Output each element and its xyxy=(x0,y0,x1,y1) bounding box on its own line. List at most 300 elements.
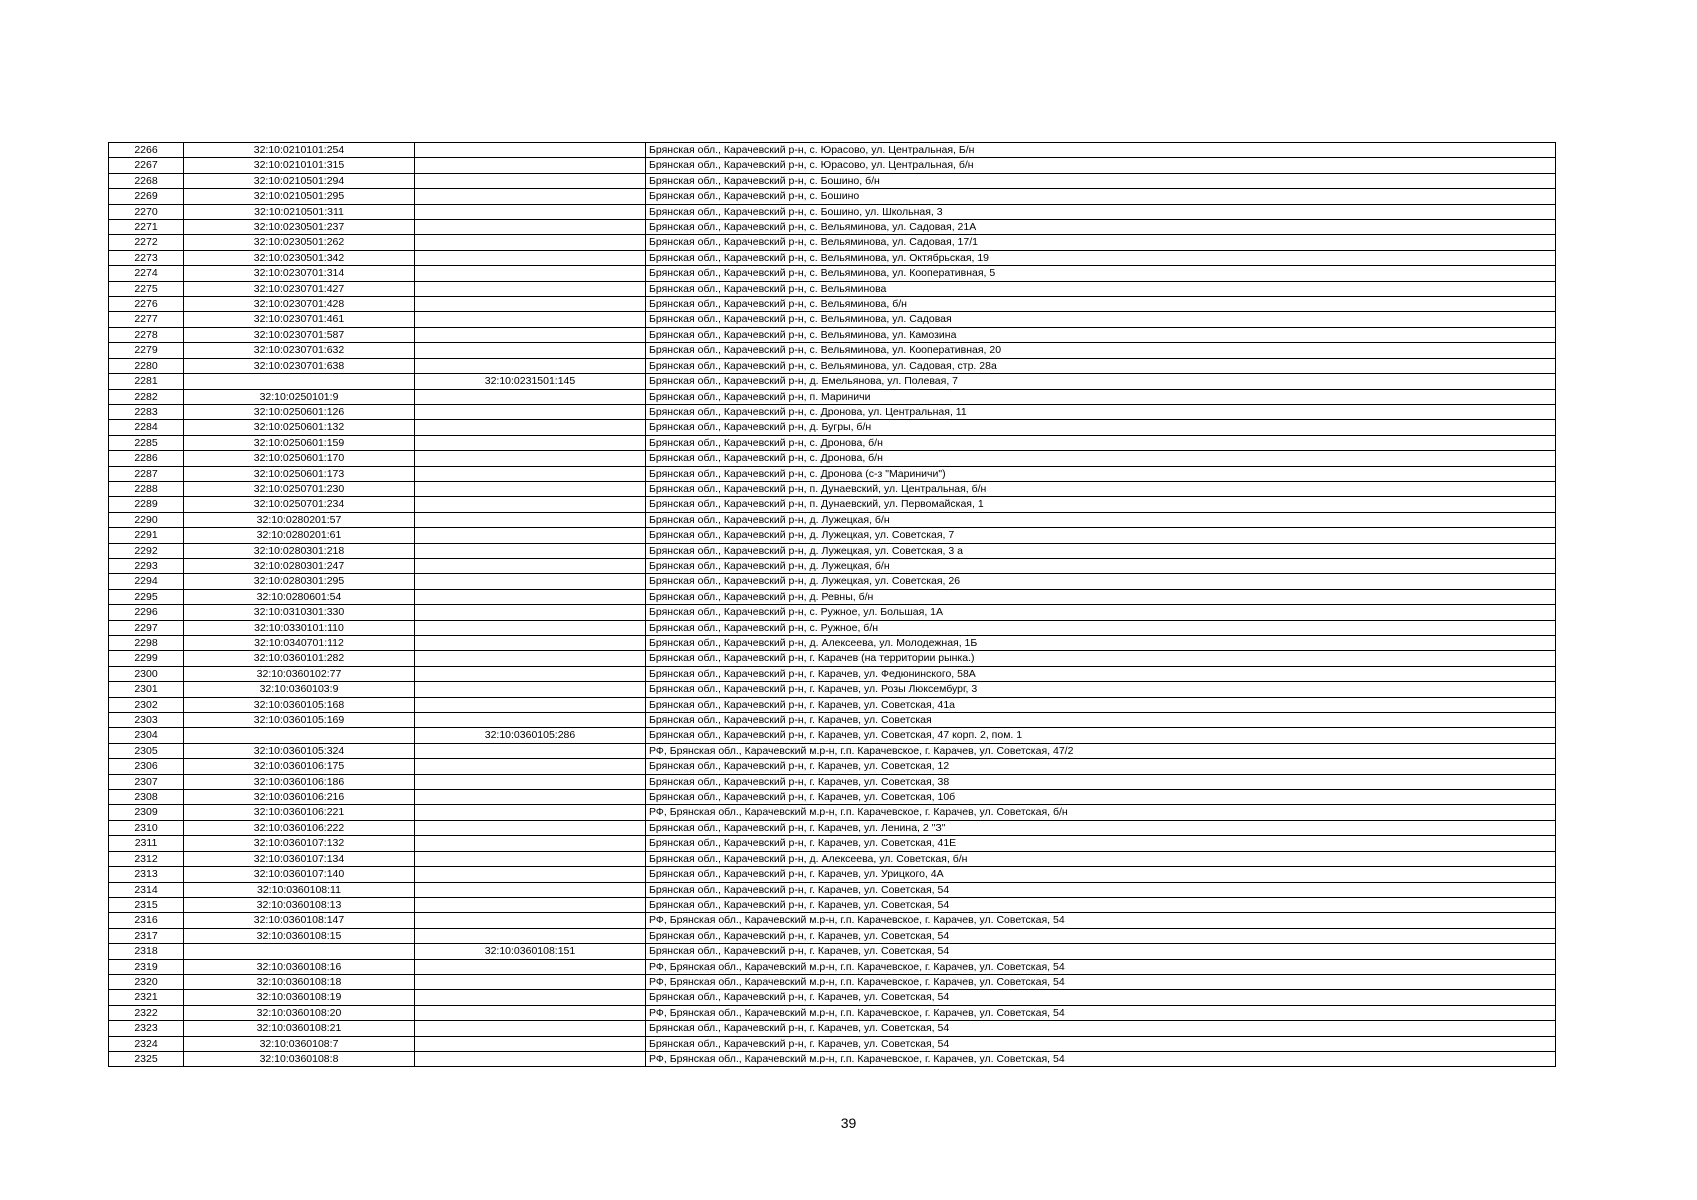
row-number-cell: 2316 xyxy=(109,913,184,928)
secondary-cadastral-number-cell xyxy=(415,990,646,1005)
address-cell: Брянская обл., Карачевский р-н, с. Вельяминова xyxy=(646,281,1556,296)
table-row xyxy=(109,974,1556,989)
cadastral-number-cell: 32:10:0210101:254 xyxy=(184,143,415,158)
table-row xyxy=(109,944,1556,959)
secondary-cadastral-number-cell xyxy=(415,774,646,789)
cadastral-number-cell: 32:10:0250601:173 xyxy=(184,466,415,481)
table-row xyxy=(109,713,1556,728)
address-cell: Брянская обл., Карачевский р-н, г. Карачев, ул. Советская, 54 xyxy=(646,990,1556,1005)
table-row xyxy=(109,374,1556,389)
row-number-cell: 2313 xyxy=(109,867,184,882)
secondary-cadastral-number-cell xyxy=(415,605,646,620)
page-number: 39 xyxy=(840,1115,857,1131)
row-number-cell: 2282 xyxy=(109,389,184,404)
table-row xyxy=(109,990,1556,1005)
cadastral-number-cell: 32:10:0360108:16 xyxy=(184,959,415,974)
secondary-cadastral-number-cell xyxy=(415,235,646,250)
address-cell: Брянская обл., Карачевский р-н, с. Ружное, ул. Большая, 1А xyxy=(646,605,1556,620)
table-body xyxy=(109,143,1556,1067)
row-number-cell: 2297 xyxy=(109,620,184,635)
secondary-cadastral-number-cell xyxy=(415,805,646,820)
secondary-cadastral-number-cell xyxy=(415,713,646,728)
cadastral-number-cell: 32:10:0360106:221 xyxy=(184,805,415,820)
cadastral-number-cell xyxy=(184,728,415,743)
cadastral-number-cell: 32:10:0360108:11 xyxy=(184,882,415,897)
row-number-cell: 2306 xyxy=(109,759,184,774)
secondary-cadastral-number-cell xyxy=(415,589,646,604)
property-table xyxy=(108,142,1556,1067)
secondary-cadastral-number-cell xyxy=(415,1005,646,1020)
cadastral-number-cell: 32:10:0360108:7 xyxy=(184,1036,415,1051)
secondary-cadastral-number-cell xyxy=(415,389,646,404)
secondary-cadastral-number-cell xyxy=(415,574,646,589)
table-row xyxy=(109,774,1556,789)
address-cell: Брянская обл., Карачевский р-н, д. Ревны, б/н xyxy=(646,589,1556,604)
secondary-cadastral-number-cell xyxy=(415,497,646,512)
row-number-cell: 2302 xyxy=(109,697,184,712)
cadastral-number-cell: 32:10:0280301:295 xyxy=(184,574,415,589)
secondary-cadastral-number-cell xyxy=(415,697,646,712)
secondary-cadastral-number-cell xyxy=(415,636,646,651)
secondary-cadastral-number-cell xyxy=(415,481,646,496)
address-cell: Брянская обл., Карачевский р-н, д. Лужецкая, ул. Советская, 7 xyxy=(646,528,1556,543)
table-row xyxy=(109,281,1556,296)
table-row xyxy=(109,666,1556,681)
address-cell: РФ, Брянская обл., Карачевский м.р-н, г.п. Карачевское, г. Карачев, ул. Советская, 54 xyxy=(646,913,1556,928)
secondary-cadastral-number-cell xyxy=(415,1036,646,1051)
address-cell: Брянская обл., Карачевский р-н, с. Дронова, ул. Центральная, 11 xyxy=(646,404,1556,419)
cadastral-number-cell: 32:10:0250701:234 xyxy=(184,497,415,512)
table-row xyxy=(109,420,1556,435)
secondary-cadastral-number-cell xyxy=(415,266,646,281)
secondary-cadastral-number-cell xyxy=(415,297,646,312)
address-cell: РФ, Брянская обл., Карачевский м.р-н, г.п. Карачевское, г. Карачев, ул. Советская, б/н xyxy=(646,805,1556,820)
table-row xyxy=(109,327,1556,342)
cadastral-number-cell: 32:10:0250701:230 xyxy=(184,481,415,496)
cadastral-number-cell: 32:10:0340701:112 xyxy=(184,636,415,651)
secondary-cadastral-number-cell xyxy=(415,959,646,974)
row-number-cell: 2290 xyxy=(109,512,184,527)
cadastral-number-cell: 32:10:0280201:61 xyxy=(184,528,415,543)
address-cell: Брянская обл., Карачевский р-н, д. Бугры, б/н xyxy=(646,420,1556,435)
address-cell: Брянская обл., Карачевский р-н, г. Карачев, ул. Советская, 54 xyxy=(646,928,1556,943)
secondary-cadastral-number-cell xyxy=(415,173,646,188)
table-row xyxy=(109,836,1556,851)
row-number-cell: 2268 xyxy=(109,173,184,188)
address-cell: Брянская обл., Карачевский р-н, д. Алексеева, ул. Советская, б/н xyxy=(646,851,1556,866)
cadastral-number-cell: 32:10:0230701:428 xyxy=(184,297,415,312)
cadastral-number-cell: 32:10:0360108:8 xyxy=(184,1051,415,1066)
address-cell: Брянская обл., Карачевский р-н, г. Карачев, ул. Советская xyxy=(646,713,1556,728)
table-row xyxy=(109,343,1556,358)
secondary-cadastral-number-cell xyxy=(415,759,646,774)
cadastral-number-cell: 32:10:0360106:216 xyxy=(184,790,415,805)
cadastral-number-cell: 32:10:0360108:21 xyxy=(184,1021,415,1036)
row-number-cell: 2317 xyxy=(109,928,184,943)
row-number-cell: 2312 xyxy=(109,851,184,866)
secondary-cadastral-number-cell xyxy=(415,343,646,358)
cadastral-number-cell: 32:10:0280301:218 xyxy=(184,543,415,558)
table-row xyxy=(109,204,1556,219)
cadastral-number-cell: 32:10:0250601:170 xyxy=(184,451,415,466)
table-row xyxy=(109,404,1556,419)
cadastral-number-cell xyxy=(184,944,415,959)
cadastral-number-cell: 32:10:0280601:54 xyxy=(184,589,415,604)
cadastral-number-cell: 32:10:0360103:9 xyxy=(184,682,415,697)
secondary-cadastral-number-cell xyxy=(415,682,646,697)
row-number-cell: 2283 xyxy=(109,404,184,419)
table-row xyxy=(109,728,1556,743)
address-cell: РФ, Брянская обл., Карачевский м.р-н, г.п. Карачевское, г. Карачев, ул. Советская, 54 xyxy=(646,1051,1556,1066)
secondary-cadastral-number-cell xyxy=(415,913,646,928)
table-row xyxy=(109,250,1556,265)
cadastral-number-cell: 32:10:0250601:132 xyxy=(184,420,415,435)
secondary-cadastral-number-cell xyxy=(415,435,646,450)
address-cell: Брянская обл., Карачевский р-н, с. Вельяминова, ул. Садовая, 17/1 xyxy=(646,235,1556,250)
table-row xyxy=(109,235,1556,250)
table-row xyxy=(109,959,1556,974)
table-row xyxy=(109,1021,1556,1036)
address-cell: Брянская обл., Карачевский р-н, г. Карачев, ул. Советская, 41Е xyxy=(646,836,1556,851)
address-cell: Брянская обл., Карачевский р-н, д. Лужецкая, ул. Советская, 26 xyxy=(646,574,1556,589)
row-number-cell: 2279 xyxy=(109,343,184,358)
secondary-cadastral-number-cell xyxy=(415,358,646,373)
address-cell: Брянская обл., Карачевский р-н, с. Дронова (с-з "Мариничи") xyxy=(646,466,1556,481)
address-cell: Брянская обл., Карачевский р-н, д. Лужецкая, б/н xyxy=(646,558,1556,573)
secondary-cadastral-number-cell xyxy=(415,512,646,527)
secondary-cadastral-number-cell xyxy=(415,143,646,158)
cadastral-number-cell: 32:10:0210501:311 xyxy=(184,204,415,219)
secondary-cadastral-number-cell xyxy=(415,867,646,882)
table-row xyxy=(109,543,1556,558)
row-number-cell: 2311 xyxy=(109,836,184,851)
secondary-cadastral-number-cell xyxy=(415,928,646,943)
address-cell: Брянская обл., Карачевский р-н, г. Карачев, ул. Розы Люксембург, 3 xyxy=(646,682,1556,697)
address-cell: Брянская обл., Карачевский р-н, с. Вельяминова, ул. Кооперативная, 20 xyxy=(646,343,1556,358)
address-cell: Брянская обл., Карачевский р-н, с. Вельяминова, ул. Садовая xyxy=(646,312,1556,327)
address-cell: Брянская обл., Карачевский р-н, с. Дронова, б/н xyxy=(646,435,1556,450)
table-row xyxy=(109,820,1556,835)
row-number-cell: 2323 xyxy=(109,1021,184,1036)
cadastral-number-cell: 32:10:0360107:134 xyxy=(184,851,415,866)
table-row xyxy=(109,867,1556,882)
cadastral-number-cell: 32:10:0360105:168 xyxy=(184,697,415,712)
table-row xyxy=(109,574,1556,589)
secondary-cadastral-number-cell xyxy=(415,189,646,204)
address-cell: Брянская обл., Карачевский р-н, с. Ружное, б/н xyxy=(646,620,1556,635)
secondary-cadastral-number-cell xyxy=(415,897,646,912)
table-row xyxy=(109,790,1556,805)
row-number-cell: 2271 xyxy=(109,220,184,235)
table-row xyxy=(109,297,1556,312)
address-cell: Брянская обл., Карачевский р-н, с. Вельяминова, ул. Садовая, 21А xyxy=(646,220,1556,235)
address-cell: РФ, Брянская обл., Карачевский м.р-н, г.п. Карачевское, г. Карачев, ул. Советская, 54 xyxy=(646,974,1556,989)
table-row xyxy=(109,589,1556,604)
address-cell: Брянская обл., Карачевский р-н, г. Карачев, ул. Федюнинского, 58А xyxy=(646,666,1556,681)
secondary-cadastral-number-cell xyxy=(415,420,646,435)
secondary-cadastral-number-cell xyxy=(415,836,646,851)
row-number-cell: 2314 xyxy=(109,882,184,897)
cadastral-number-cell: 32:10:0250101:9 xyxy=(184,389,415,404)
table-row xyxy=(109,651,1556,666)
address-cell: Брянская обл., Карачевский р-н, д. Лужецкая, ул. Советская, 3 а xyxy=(646,543,1556,558)
table-row xyxy=(109,620,1556,635)
row-number-cell: 2308 xyxy=(109,790,184,805)
row-number-cell: 2299 xyxy=(109,651,184,666)
row-number-cell: 2295 xyxy=(109,589,184,604)
address-cell: Брянская обл., Карачевский р-н, д. Лужецкая, б/н xyxy=(646,512,1556,527)
row-number-cell: 2325 xyxy=(109,1051,184,1066)
secondary-cadastral-number-cell xyxy=(415,666,646,681)
row-number-cell: 2275 xyxy=(109,281,184,296)
cadastral-number-cell: 32:10:0230701:427 xyxy=(184,281,415,296)
cadastral-number-cell: 32:10:0230701:587 xyxy=(184,327,415,342)
address-cell: Брянская обл., Карачевский р-н, г. Карачев, ул. Ленина, 2 "З" xyxy=(646,820,1556,835)
table-row xyxy=(109,1005,1556,1020)
secondary-cadastral-number-cell xyxy=(415,312,646,327)
row-number-cell: 2293 xyxy=(109,558,184,573)
table-row xyxy=(109,1036,1556,1051)
cadastral-number-cell: 32:10:0360108:147 xyxy=(184,913,415,928)
table-row xyxy=(109,1051,1556,1066)
address-cell: Брянская обл., Карачевский р-н, г. Карачев, ул. Советская, 38 xyxy=(646,774,1556,789)
secondary-cadastral-number-cell xyxy=(415,558,646,573)
secondary-cadastral-number-cell xyxy=(415,250,646,265)
row-number-cell: 2305 xyxy=(109,743,184,758)
cadastral-number-cell: 32:10:0330101:110 xyxy=(184,620,415,635)
address-cell: Брянская обл., Карачевский р-н, с. Вельяминова, ул. Кооперативная, 5 xyxy=(646,266,1556,281)
address-cell: Брянская обл., Карачевский р-н, г. Карачев, ул. Советская, 54 xyxy=(646,1021,1556,1036)
secondary-cadastral-number-cell xyxy=(415,327,646,342)
cadastral-number-cell: 32:10:0360101:282 xyxy=(184,651,415,666)
address-cell: РФ, Брянская обл., Карачевский м.р-н, г.п. Карачевское, г. Карачев, ул. Советская, 54 xyxy=(646,959,1556,974)
secondary-cadastral-number-cell xyxy=(415,882,646,897)
cadastral-number-cell: 32:10:0230501:237 xyxy=(184,220,415,235)
row-number-cell: 2266 xyxy=(109,143,184,158)
row-number-cell: 2272 xyxy=(109,235,184,250)
secondary-cadastral-number-cell xyxy=(415,281,646,296)
table-row xyxy=(109,805,1556,820)
row-number-cell: 2320 xyxy=(109,974,184,989)
secondary-cadastral-number-cell: 32:10:0360108:151 xyxy=(415,944,646,959)
table-row xyxy=(109,759,1556,774)
secondary-cadastral-number-cell xyxy=(415,158,646,173)
row-number-cell: 2277 xyxy=(109,312,184,327)
address-cell: Брянская обл., Карачевский р-н, г. Карачев, ул. Советская, 12 xyxy=(646,759,1556,774)
row-number-cell: 2278 xyxy=(109,327,184,342)
row-number-cell: 2291 xyxy=(109,528,184,543)
row-number-cell: 2267 xyxy=(109,158,184,173)
address-cell: Брянская обл., Карачевский р-н, г. Карачев, ул. Советская, 10б xyxy=(646,790,1556,805)
row-number-cell: 2322 xyxy=(109,1005,184,1020)
secondary-cadastral-number-cell xyxy=(415,528,646,543)
row-number-cell: 2280 xyxy=(109,358,184,373)
table-row xyxy=(109,558,1556,573)
secondary-cadastral-number-cell xyxy=(415,466,646,481)
secondary-cadastral-number-cell xyxy=(415,851,646,866)
address-cell: Брянская обл., Карачевский р-н, г. Карачев, ул. Урицкого, 4А xyxy=(646,867,1556,882)
cadastral-number-cell: 32:10:0210501:294 xyxy=(184,173,415,188)
cadastral-number-cell: 32:10:0360108:19 xyxy=(184,990,415,1005)
table-row xyxy=(109,497,1556,512)
address-cell: Брянская обл., Карачевский р-н, г. Карачев, ул. Советская, 47 корп. 2, пом. 1 xyxy=(646,728,1556,743)
table-row xyxy=(109,143,1556,158)
cadastral-number-cell: 32:10:0230701:461 xyxy=(184,312,415,327)
address-cell: Брянская обл., Карачевский р-н, г. Карачев, ул. Советская, 41а xyxy=(646,697,1556,712)
secondary-cadastral-number-cell: 32:10:0360105:286 xyxy=(415,728,646,743)
cadastral-number-cell: 32:10:0230701:632 xyxy=(184,343,415,358)
address-cell: Брянская обл., Карачевский р-н, п. Дунаевский, ул. Центральная, б/н xyxy=(646,481,1556,496)
secondary-cadastral-number-cell xyxy=(415,1021,646,1036)
row-number-cell: 2294 xyxy=(109,574,184,589)
row-number-cell: 2274 xyxy=(109,266,184,281)
table-row xyxy=(109,358,1556,373)
table-row xyxy=(109,158,1556,173)
address-cell: Брянская обл., Карачевский р-н, д. Емельянова, ул. Полевая, 7 xyxy=(646,374,1556,389)
address-cell: Брянская обл., Карачевский р-н, г. Карачев, ул. Советская, 54 xyxy=(646,882,1556,897)
address-cell: Брянская обл., Карачевский р-н, с. Дронова, б/н xyxy=(646,451,1556,466)
table-row xyxy=(109,636,1556,651)
cadastral-number-cell: 32:10:0230701:638 xyxy=(184,358,415,373)
row-number-cell: 2303 xyxy=(109,713,184,728)
secondary-cadastral-number-cell xyxy=(415,820,646,835)
cadastral-number-cell: 32:10:0250601:126 xyxy=(184,404,415,419)
address-cell: Брянская обл., Карачевский р-н, с. Юрасово, ул. Центральная, б/н xyxy=(646,158,1556,173)
row-number-cell: 2292 xyxy=(109,543,184,558)
address-cell: РФ, Брянская обл., Карачевский м.р-н, г.п. Карачевское, г. Карачев, ул. Советская, 47/2 xyxy=(646,743,1556,758)
table-row xyxy=(109,389,1556,404)
table-row xyxy=(109,312,1556,327)
row-number-cell: 2281 xyxy=(109,374,184,389)
table-row xyxy=(109,451,1556,466)
table-row xyxy=(109,481,1556,496)
address-cell: Брянская обл., Карачевский р-н, г. Карачев, ул. Советская, 54 xyxy=(646,897,1556,912)
secondary-cadastral-number-cell xyxy=(415,204,646,219)
cadastral-number-cell xyxy=(184,374,415,389)
row-number-cell: 2304 xyxy=(109,728,184,743)
row-number-cell: 2301 xyxy=(109,682,184,697)
row-number-cell: 2286 xyxy=(109,451,184,466)
secondary-cadastral-number-cell xyxy=(415,974,646,989)
table-row xyxy=(109,512,1556,527)
cadastral-number-cell: 32:10:0360108:18 xyxy=(184,974,415,989)
table-row xyxy=(109,928,1556,943)
table-row xyxy=(109,528,1556,543)
secondary-cadastral-number-cell xyxy=(415,543,646,558)
row-number-cell: 2318 xyxy=(109,944,184,959)
row-number-cell: 2296 xyxy=(109,605,184,620)
table-row xyxy=(109,266,1556,281)
row-number-cell: 2319 xyxy=(109,959,184,974)
cadastral-number-cell: 32:10:0360108:15 xyxy=(184,928,415,943)
row-number-cell: 2276 xyxy=(109,297,184,312)
row-number-cell: 2324 xyxy=(109,1036,184,1051)
cadastral-number-cell: 32:10:0250601:159 xyxy=(184,435,415,450)
cadastral-number-cell: 32:10:0230701:314 xyxy=(184,266,415,281)
cadastral-number-cell: 32:10:0360107:132 xyxy=(184,836,415,851)
address-cell: Брянская обл., Карачевский р-н, с. Вельяминова, б/н xyxy=(646,297,1556,312)
row-number-cell: 2269 xyxy=(109,189,184,204)
address-cell: Брянская обл., Карачевский р-н, с. Юрасово, ул. Центральная, Б/н xyxy=(646,143,1556,158)
address-cell: Брянская обл., Карачевский р-н, с. Вельяминова, ул. Октябрьская, 19 xyxy=(646,250,1556,265)
secondary-cadastral-number-cell xyxy=(415,620,646,635)
secondary-cadastral-number-cell xyxy=(415,743,646,758)
table-row xyxy=(109,173,1556,188)
row-number-cell: 2310 xyxy=(109,820,184,835)
table-row xyxy=(109,897,1556,912)
cadastral-number-cell: 32:10:0360102:77 xyxy=(184,666,415,681)
secondary-cadastral-number-cell xyxy=(415,1051,646,1066)
address-cell: Брянская обл., Карачевский р-н, д. Алексеева, ул. Молодежная, 1Б xyxy=(646,636,1556,651)
row-number-cell: 2321 xyxy=(109,990,184,1005)
cadastral-number-cell: 32:10:0360106:175 xyxy=(184,759,415,774)
table-row xyxy=(109,605,1556,620)
cadastral-number-cell: 32:10:0280201:57 xyxy=(184,512,415,527)
table-row xyxy=(109,189,1556,204)
table-row xyxy=(109,220,1556,235)
row-number-cell: 2273 xyxy=(109,250,184,265)
address-cell: Брянская обл., Карачевский р-н, с. Бошино xyxy=(646,189,1556,204)
table-row xyxy=(109,682,1556,697)
cadastral-number-cell: 32:10:0360106:186 xyxy=(184,774,415,789)
row-number-cell: 2288 xyxy=(109,481,184,496)
cadastral-number-cell: 32:10:0310301:330 xyxy=(184,605,415,620)
row-number-cell: 2298 xyxy=(109,636,184,651)
address-cell: Брянская обл., Карачевский р-н, с. Вельяминова, ул. Камозина xyxy=(646,327,1556,342)
table-row xyxy=(109,913,1556,928)
cadastral-number-cell: 32:10:0360107:140 xyxy=(184,867,415,882)
table-row xyxy=(109,851,1556,866)
table-row xyxy=(109,466,1556,481)
cadastral-number-cell: 32:10:0360106:222 xyxy=(184,820,415,835)
address-cell: Брянская обл., Карачевский р-н, п. Дунаевский, ул. Первомайская, 1 xyxy=(646,497,1556,512)
address-cell: Брянская обл., Карачевский р-н, г. Карачев (на территории рынка.) xyxy=(646,651,1556,666)
cadastral-number-cell: 32:10:0230501:342 xyxy=(184,250,415,265)
table-row xyxy=(109,882,1556,897)
cadastral-number-cell: 32:10:0360108:20 xyxy=(184,1005,415,1020)
cadastral-number-cell: 32:10:0360108:13 xyxy=(184,897,415,912)
row-number-cell: 2287 xyxy=(109,466,184,481)
cadastral-number-cell: 32:10:0230501:262 xyxy=(184,235,415,250)
cadastral-number-cell: 32:10:0210101:315 xyxy=(184,158,415,173)
address-cell: Брянская обл., Карачевский р-н, с. Бошино, ул. Школьная, 3 xyxy=(646,204,1556,219)
row-number-cell: 2309 xyxy=(109,805,184,820)
address-cell: Брянская обл., Карачевский р-н, с. Вельяминова, ул. Садовая, стр. 28а xyxy=(646,358,1556,373)
cadastral-number-cell: 32:10:0360105:169 xyxy=(184,713,415,728)
secondary-cadastral-number-cell: 32:10:0231501:145 xyxy=(415,374,646,389)
secondary-cadastral-number-cell xyxy=(415,790,646,805)
row-number-cell: 2300 xyxy=(109,666,184,681)
row-number-cell: 2307 xyxy=(109,774,184,789)
address-cell: Брянская обл., Карачевский р-н, г. Карачев, ул. Советская, 54 xyxy=(646,1036,1556,1051)
secondary-cadastral-number-cell xyxy=(415,220,646,235)
address-cell: Брянская обл., Карачевский р-н, г. Карачев, ул. Советская, 54 xyxy=(646,944,1556,959)
address-cell: Брянская обл., Карачевский р-н, с. Бошино, б/н xyxy=(646,173,1556,188)
cadastral-number-cell: 32:10:0210501:295 xyxy=(184,189,415,204)
row-number-cell: 2270 xyxy=(109,204,184,219)
address-cell: РФ, Брянская обл., Карачевский м.р-н, г.п. Карачевское, г. Карачев, ул. Советская, 54 xyxy=(646,1005,1556,1020)
address-cell: Брянская обл., Карачевский р-н, п. Мариничи xyxy=(646,389,1556,404)
cadastral-number-cell: 32:10:0360105:324 xyxy=(184,743,415,758)
row-number-cell: 2285 xyxy=(109,435,184,450)
table-row xyxy=(109,743,1556,758)
secondary-cadastral-number-cell xyxy=(415,651,646,666)
table-row xyxy=(109,435,1556,450)
row-number-cell: 2289 xyxy=(109,497,184,512)
secondary-cadastral-number-cell xyxy=(415,451,646,466)
secondary-cadastral-number-cell xyxy=(415,404,646,419)
table-row xyxy=(109,697,1556,712)
